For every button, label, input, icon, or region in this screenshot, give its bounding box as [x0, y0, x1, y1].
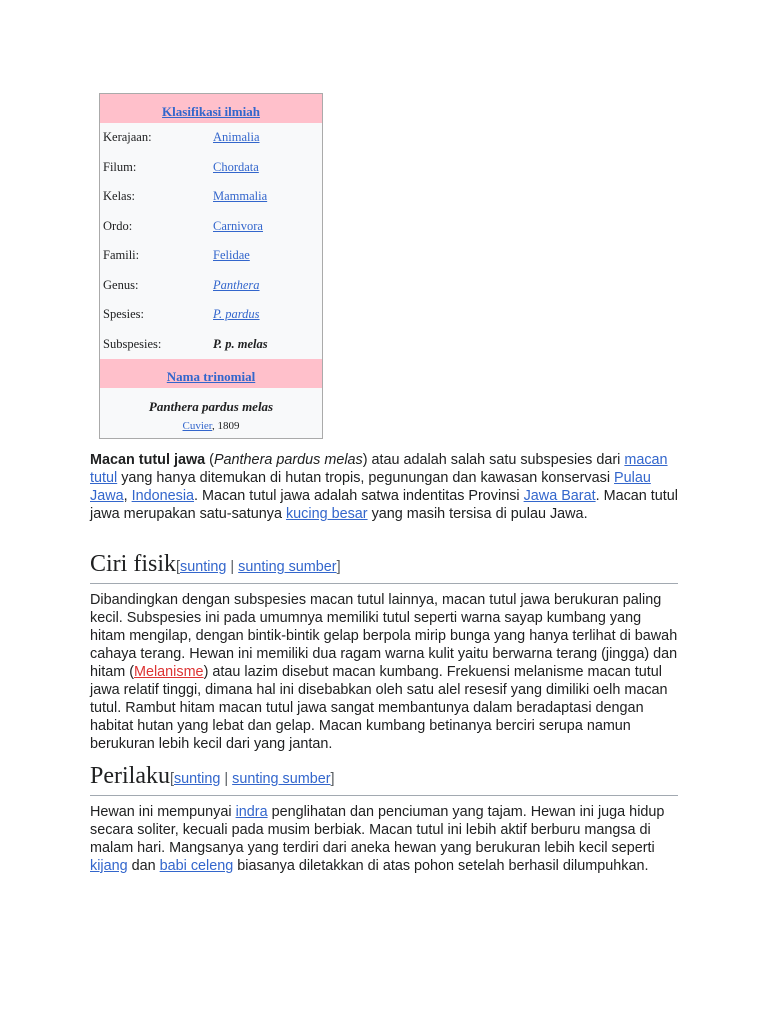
- row-label: Genus:: [103, 277, 139, 292]
- text: (: [205, 452, 214, 468]
- pulau-jawa-link[interactable]: Pulau Jawa: [90, 470, 651, 504]
- trinomial-name: Panthera pardus melas: [148, 399, 274, 414]
- bracket: [: [169, 771, 174, 787]
- jawa-barat-link[interactable]: Jawa Barat: [523, 488, 596, 504]
- scientific-name: Panthera pardus melas: [213, 452, 363, 468]
- edit-source-link[interactable]: sunting sumber: [238, 559, 337, 575]
- text: ) atau lazim disebut macan kumbang. Frekuensi melanisme macan tutul jawa relatif tinggi, dimana hal ini disebabkan oleh satu alel resesif yang dimiliki oelh macan tutul. Rambut hitam macan tutul jawa sangat membantunya dalam beradaptasi dengan habitat hutan yang lebat dan gelap. Macan kumbang betinanya berciri serupa namun berukuran lebih kecil dari yang jantan.: [90, 664, 668, 752]
- taxobox-row-kingdom: [100, 123, 322, 153]
- bracket: ]: [336, 559, 341, 575]
- ciri-fisik-paragraph: [90, 591, 680, 753]
- edit-link[interactable]: sunting: [180, 559, 227, 575]
- text: ) atau adalah salah satu subspesies dari: [362, 452, 625, 468]
- melanisme-link[interactable]: Melanisme: [133, 664, 204, 680]
- article-subject: Macan tutul jawa: [90, 452, 206, 468]
- section-heading-ciri-fisik: [90, 549, 678, 584]
- indonesia-link[interactable]: Indonesia: [131, 488, 195, 504]
- taxobox-row-order: [100, 212, 322, 242]
- kucing-besar-link[interactable]: kucing besar: [285, 506, 368, 522]
- text: yang hanya ditemukan di hutan tropis, pegunungan dan kawasan konservasi: [117, 470, 615, 486]
- row-label: Subspesies:: [103, 336, 162, 351]
- family-link[interactable]: Felidae: [213, 248, 250, 263]
- text: . Macan tutul jawa merupakan satu-satunya: [90, 488, 678, 522]
- kingdom-link[interactable]: Animalia: [213, 130, 260, 145]
- bracket: ]: [330, 771, 335, 787]
- text: ,: [123, 488, 132, 504]
- taxobox-row-class: [100, 182, 322, 212]
- edit-section: [170, 771, 335, 787]
- taxobox: [99, 93, 323, 439]
- section-title: Perilaku: [90, 763, 170, 789]
- row-label: Ordo:: [103, 218, 133, 233]
- macan-tutul-link[interactable]: macan tutul: [90, 452, 668, 486]
- row-label: Kerajaan:: [103, 130, 152, 145]
- row-label: Kelas:: [103, 189, 135, 204]
- trinomial-header: [100, 359, 322, 388]
- indra-link[interactable]: indra: [235, 804, 268, 820]
- section-heading-perilaku: [90, 761, 678, 796]
- classification-link[interactable]: Klasifikasi ilmiah: [162, 104, 260, 119]
- kijang-link[interactable]: kijang: [90, 858, 128, 874]
- text: Hewan ini mempunyai: [90, 804, 236, 820]
- genus-link[interactable]: Panthera: [213, 277, 260, 292]
- phylum-link[interactable]: Chordata: [213, 159, 259, 174]
- row-label: Famili:: [103, 248, 140, 263]
- text: yang masih tersisa di pulau Jawa.: [367, 506, 588, 522]
- order-link[interactable]: Carnivora: [213, 218, 263, 233]
- edit-link[interactable]: sunting: [173, 771, 221, 787]
- row-label: Filum:: [103, 159, 137, 174]
- text: Dibandingkan dengan subspesies macan tutul lainnya, macan tutul jawa berukuran paling kecil. Subspesies ini pada umumnya memiliki tutul seperti warna sayap kumbang yang hitam mengilap, dengan bintik-bintik gelap berpola mirip bunga yang hanya terlihat di bawah cahaya terang. Hewan ini memiliki dua ragam warna kulit yaitu berwarna terang (jingga) dan hitam (: [90, 592, 678, 680]
- author-year: , 1809: [212, 420, 240, 432]
- taxobox-row-family: [100, 241, 322, 271]
- bracket: [: [176, 559, 181, 575]
- class-link[interactable]: Mammalia: [213, 189, 268, 204]
- species-link[interactable]: P. pardus: [213, 307, 260, 322]
- taxobox-row-subspecies: [100, 330, 322, 360]
- text: penglihatan dan penciuman yang tajam. Hewan ini juga hidup secara soliter, kecuali pada musim berbiak. Macan tutul ini lebih aktif berburu mangsa di malam hari. Mangsanya yang terdiri dari aneka hewan yang berukuran lebih kecil seperti: [90, 804, 665, 856]
- taxobox-row-species: [100, 300, 322, 330]
- edit-section: [176, 559, 341, 575]
- trinomial-authority: [100, 417, 322, 438]
- taxobox-row-genus: [100, 271, 322, 301]
- edit-source-link[interactable]: sunting sumber: [232, 771, 331, 787]
- trinomial-name-link[interactable]: Nama trinomial: [166, 369, 256, 384]
- perilaku-paragraph: [90, 803, 680, 875]
- babi-celeng-link[interactable]: babi celeng: [159, 858, 234, 874]
- author-link[interactable]: Cuvier: [182, 420, 212, 432]
- text: dan: [127, 858, 160, 874]
- taxobox-row-phylum: [100, 153, 322, 183]
- text: biasanya diletakkan di atas pohon setelah berhasil dilumpuhkan.: [233, 858, 649, 874]
- row-label: Spesies:: [103, 307, 144, 322]
- separator: |: [220, 771, 233, 787]
- section-title: Ciri fisik: [90, 551, 177, 577]
- separator: |: [226, 559, 239, 575]
- taxobox-header: [100, 94, 322, 123]
- subspecies-value: P. p. melas: [213, 336, 268, 351]
- intro-paragraph: [90, 451, 680, 523]
- text: . Macan tutul jawa adalah satwa indentitas Provinsi: [194, 488, 524, 504]
